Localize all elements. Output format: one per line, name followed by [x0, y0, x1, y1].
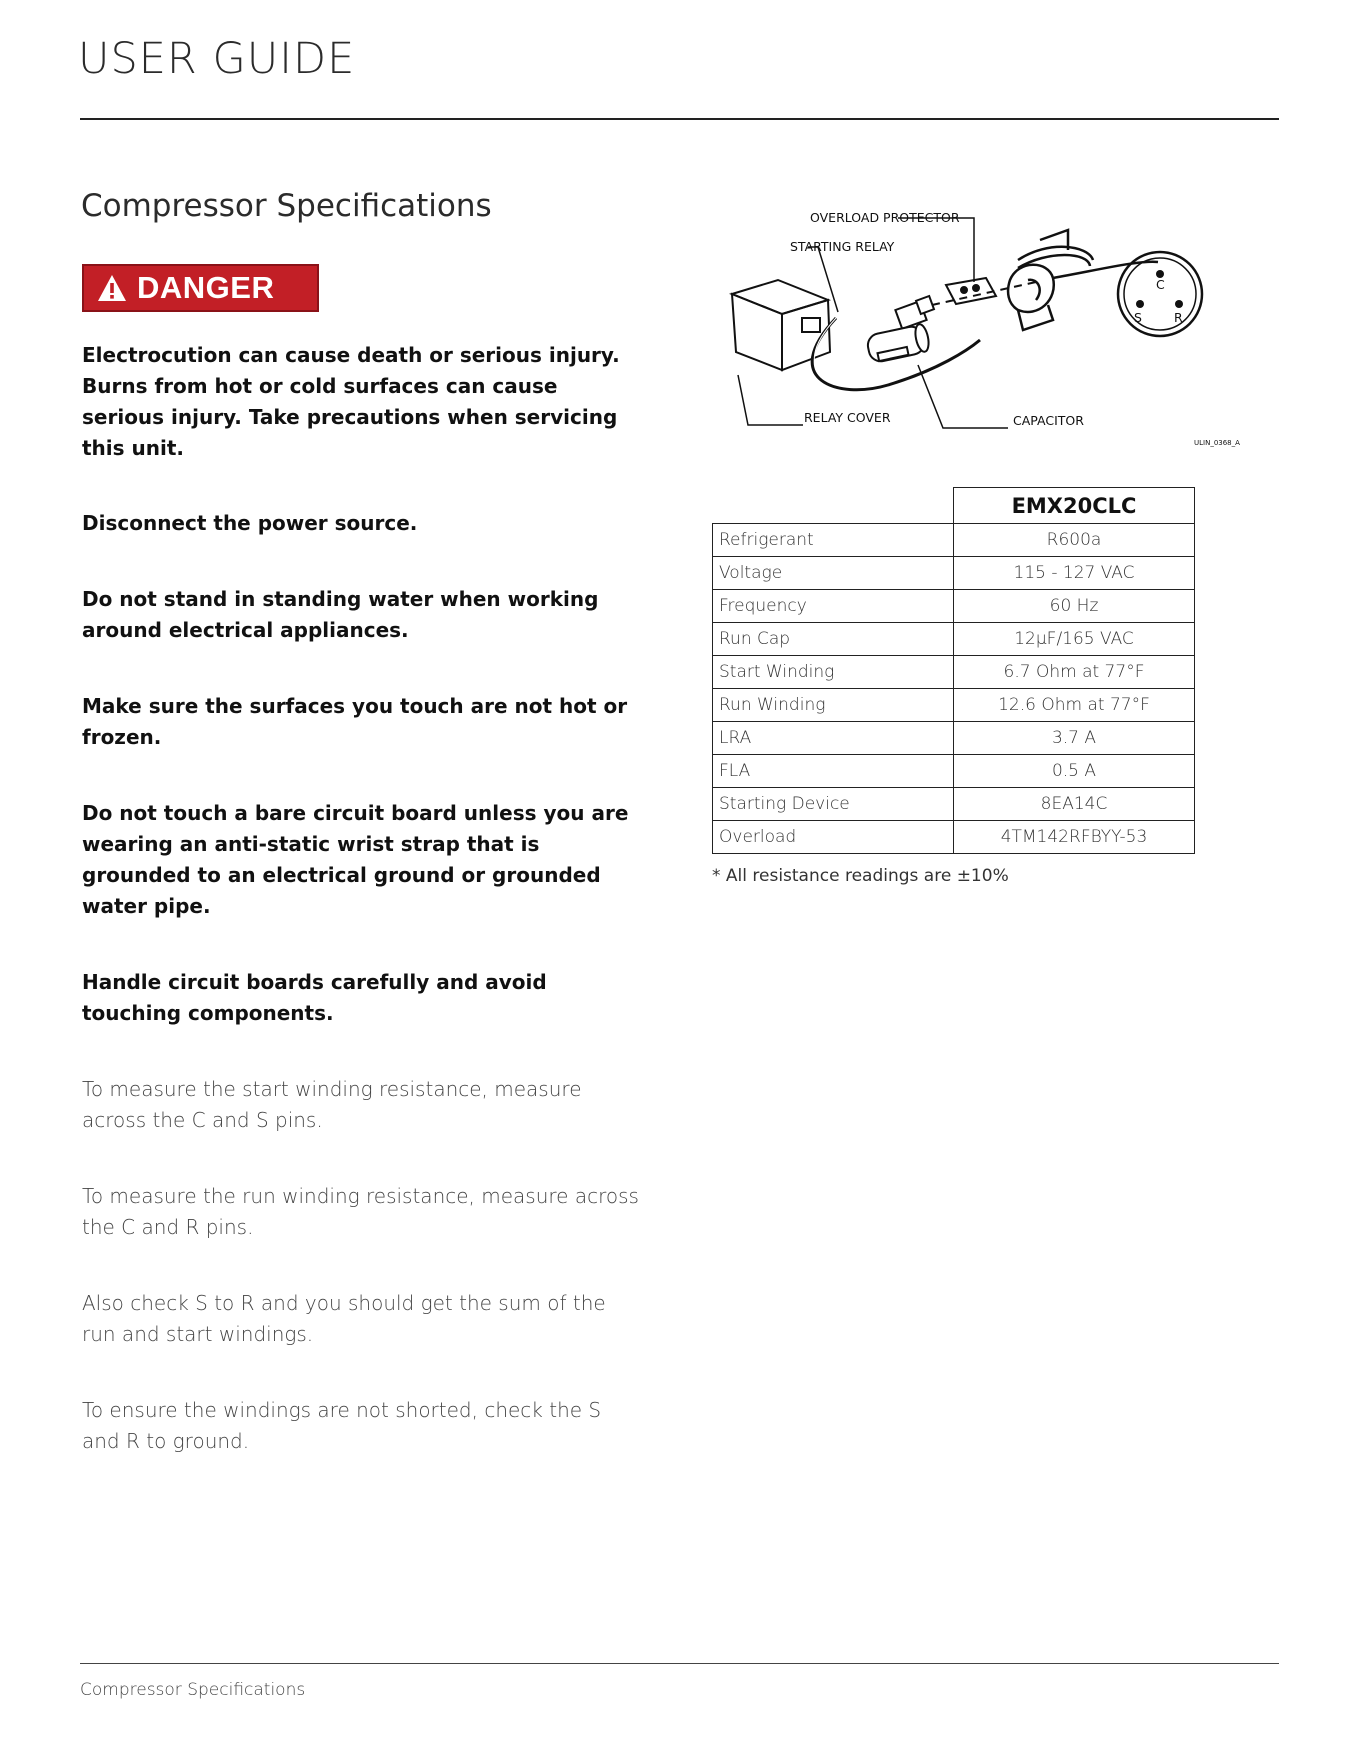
row-value: 115 - 127 VAC	[954, 557, 1195, 590]
warning-standing-water: Do not stand in standing water when working around electrical appliances.	[82, 587, 599, 642]
row-value: 3.7 A	[954, 722, 1195, 755]
row-label: Starting Device	[713, 788, 954, 821]
row-label: Run Winding	[713, 689, 954, 722]
danger-badge	[82, 264, 319, 312]
label-overload-protector: OVERLOAD PROTECTOR	[810, 210, 960, 225]
warning-circuit-board: Do not touch a bare circuit board unless you are wearing an anti-static wrist strap that is grounded to an electrical ground or grounded water pipe.	[82, 801, 629, 918]
note-run-winding: To measure the run winding resistance, measure across the C and R pins.	[82, 1184, 639, 1239]
note-shorted-check: To ensure the windings are not shorted, check the S and R to ground.	[82, 1398, 602, 1453]
row-value: 60 Hz	[954, 590, 1195, 623]
row-value: 12µF/165 VAC	[954, 623, 1195, 656]
table-row	[713, 689, 1195, 722]
row-value: 4TM142RFBYY-53	[954, 821, 1195, 854]
compressor-parts-diagram	[718, 200, 1248, 455]
label-capacitor: CAPACITOR	[1013, 413, 1084, 428]
table-row	[713, 524, 1195, 557]
row-label: Start Winding	[713, 656, 954, 689]
page-header-title: USER GUIDE	[78, 34, 356, 84]
warning-disconnect-power: Disconnect the power source.	[82, 511, 418, 535]
note-start-winding: To measure the start winding resistance, measure across the C and S pins.	[82, 1077, 582, 1132]
table-row	[713, 623, 1195, 656]
pin-r-label: R	[1174, 310, 1183, 325]
row-label: FLA	[713, 755, 954, 788]
compressor-spec-table	[712, 487, 1195, 854]
row-label: Voltage	[713, 557, 954, 590]
row-value: 12.6 Ohm at 77°F	[954, 689, 1195, 722]
warning-electrocution: Electrocution can cause death or serious injury. Burns from hot or cold surfaces can cause serious injury. Take precautions when servicing this unit.	[82, 343, 620, 460]
row-value: R600a	[954, 524, 1195, 557]
table-corner	[713, 488, 954, 524]
label-relay-cover: RELAY COVER	[804, 410, 891, 425]
table-row	[713, 755, 1195, 788]
table-row	[713, 722, 1195, 755]
section-title: Compressor Specifications	[81, 188, 492, 224]
resistance-footnote: * All resistance readings are ±10%	[712, 866, 1009, 886]
table-row	[713, 788, 1195, 821]
row-label: Refrigerant	[713, 524, 954, 557]
model-header: EMX20CLC	[954, 488, 1195, 524]
row-label: LRA	[713, 722, 954, 755]
terminal-pin-diagram	[1118, 252, 1202, 336]
instructions-column	[82, 340, 642, 1457]
table-row	[713, 557, 1195, 590]
footer-section-label: Compressor Specifications	[80, 1680, 306, 1700]
pin-s-label: S	[1134, 310, 1142, 325]
overload-protector-illustration	[946, 278, 996, 304]
row-label: Frequency	[713, 590, 954, 623]
table-header-row	[713, 488, 1195, 524]
footer-divider	[80, 1663, 1279, 1664]
danger-label: DANGER	[137, 270, 275, 305]
warning-handle-boards: Handle circuit boards carefully and avoid touching components.	[82, 970, 547, 1025]
figure-id-label: ULIN_0368_A	[1194, 439, 1240, 447]
row-value: 6.7 Ohm at 77°F	[954, 656, 1195, 689]
relay-cover-illustration	[732, 280, 830, 370]
starting-relay-illustration	[895, 296, 934, 329]
warning-surfaces: Make sure the surfaces you touch are not hot or frozen.	[82, 694, 628, 749]
note-s-to-r: Also check S to R and you should get the sum of the run and start windings.	[82, 1291, 606, 1346]
row-label: Run Cap	[713, 623, 954, 656]
table-row	[713, 656, 1195, 689]
table-row	[713, 590, 1195, 623]
label-starting-relay: STARTING RELAY	[790, 239, 895, 254]
header-divider	[80, 118, 1279, 120]
row-value: 8EA14C	[954, 788, 1195, 821]
row-value: 0.5 A	[954, 755, 1195, 788]
capacitor-illustration	[866, 323, 931, 363]
row-label: Overload	[713, 821, 954, 854]
pin-c-label: C	[1156, 277, 1165, 292]
table-row	[713, 821, 1195, 854]
warning-triangle-icon	[97, 274, 127, 302]
